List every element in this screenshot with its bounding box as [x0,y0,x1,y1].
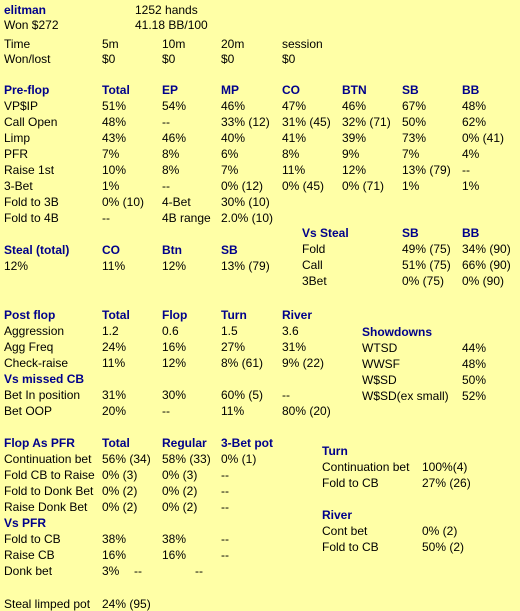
cell: -- [162,179,170,193]
cell: -- [162,404,170,418]
cell: 7% [402,147,420,161]
flop-pfr-col-regular: Regular [162,436,207,450]
cell: 48% [102,115,127,129]
row-label: Fold to Donk Bet [4,484,94,498]
steal-col-co: CO [102,243,120,257]
steal-total-title: Steal (total) [4,243,70,257]
cell: 27% [221,340,246,354]
cell: 0% (90) [462,274,505,288]
postflop-col-river: River [282,308,313,322]
preflop-col-co: CO [282,83,300,97]
cell: 54% [162,99,187,113]
cell: 1% [402,179,420,193]
wonlost-20m: $0 [221,52,235,66]
cell: 1.2 [102,324,119,338]
row-label: Fold to 3B [4,195,59,209]
row-label: Cont bet [322,524,368,538]
cell: 66% (90) [462,258,511,272]
cell: 0% (10) [102,195,145,209]
cell: 20% [102,404,127,418]
cell: 38% [102,532,127,546]
bb100-rate: 41.18 BB/100 [135,18,208,32]
flop-pfr-col-total: Total [102,436,130,450]
preflop-col-total: Total [102,83,130,97]
cell: 11% [221,404,245,418]
cell: 30% (10) [221,195,270,209]
row-label: VP$IP [4,99,39,113]
turn-title: Turn [322,444,348,458]
row-label: W$SD [362,373,397,387]
cell: 12% [162,259,187,273]
cell: 10% [102,163,127,177]
vs-steal-col-bb: BB [462,226,480,240]
row-label: 3-Bet [4,179,33,193]
cell: 67% [402,99,427,113]
wonlost-label: Won/lost [4,52,51,66]
cell: 58% (33) [162,452,211,466]
cell: 0% (3) [102,468,138,482]
cell: 39% [342,131,367,145]
row-label: Donk bet [4,564,53,578]
cell: -- [221,532,229,546]
hands-count: 1252 hands [135,3,198,17]
cell: 12% [342,163,367,177]
player-name: elitman [4,3,47,17]
cell: 38% [162,532,187,546]
cell: 31% [102,388,127,402]
cell: -- [162,115,170,129]
row-label: Check-raise [4,356,69,370]
river-title: River [322,508,353,522]
row-label: Fold CB to Raise [4,468,95,482]
cell: 11% [102,356,126,370]
cell: -- [221,500,229,514]
cell: 16% [102,548,127,562]
vs-steal-row-label: Fold [302,242,326,256]
cell: 0% (71) [342,179,385,193]
cell: 0% (2) [102,500,138,514]
cell: 0% (2) [162,484,198,498]
vs-steal-title: Vs Steal [302,226,349,240]
cell: 60% (5) [221,388,264,402]
vs-steal-row-label: Call [302,258,323,272]
cell: -- [221,548,229,562]
cell: 31% [282,340,307,354]
time-session: session [282,37,323,51]
cell: 27% (26) [422,476,471,490]
time-10m: 10m [162,37,186,51]
steal-col-btn: Btn [162,243,182,257]
cell: 0% (2) [162,500,198,514]
cell: 8% [282,147,300,161]
cell: -- [102,211,110,225]
cell: 0% (2) [102,484,138,498]
cell: 62% [462,115,487,129]
postflop-col-flop: Flop [162,308,188,322]
row-label: Limp [4,131,31,145]
cell: -- [282,388,290,402]
time-20m: 20m [221,37,245,51]
cell: 73% [402,131,427,145]
cell: 49% (75) [402,242,451,256]
cell: 0% (12) [221,179,264,193]
flop-pfr-col-3bet: 3-Bet pot [221,436,273,450]
cell: 4% [462,147,480,161]
row-label: W$SD(ex small) [362,389,449,403]
cell: 12% [162,356,187,370]
vs-steal-row-label: 3Bet [302,274,327,288]
row-label: Fold to CB [322,476,379,490]
cell: 32% (71) [342,115,391,129]
cell: 11% [282,163,306,177]
vs-missed-cb-title: Vs missed CB [4,372,85,386]
cell: 3.6 [282,324,299,338]
cell: 0% (41) [462,131,505,145]
row-label: Bet In position [4,388,81,402]
cell: 46% [162,131,187,145]
cell: 51% [102,99,127,113]
cell: 44% [462,341,487,355]
row-label: 4-Bet [162,195,191,209]
cell: 0% (1) [221,452,257,466]
cell: 0% (75) [402,274,445,288]
cell: 1.5 [221,324,238,338]
steal-limped-label: Steal limped pot [4,597,91,611]
cell: 0% (3) [162,468,198,482]
cell: 31% (45) [282,115,331,129]
cell: 46% [342,99,367,113]
preflop-col-ep: EP [162,83,179,97]
cell: 0% (2) [422,524,458,538]
cell: 41% [282,131,307,145]
cell: 0.6 [162,324,179,338]
cell: 8% (61) [221,356,264,370]
steal-limped-value: 24% (95) [102,597,151,611]
row-label: 4B range [162,211,211,225]
cell: 7% [221,163,239,177]
row-label: WWSF [362,357,400,371]
cell: 7% [102,147,120,161]
row-label: WTSD [362,341,398,355]
row-label: Continuation bet [322,460,410,474]
row-label: Agg Freq [4,340,54,354]
cell: -- [134,564,142,578]
cell: 13% (79) [221,259,270,273]
cell: 8% [162,147,180,161]
row-label: Fold to 4B [4,211,59,225]
cell: 0% (45) [282,179,325,193]
cell: 3% [102,564,120,578]
wonlost-session: $0 [282,52,296,66]
cell: 33% (12) [221,115,270,129]
won-amount: Won $272 [4,18,59,32]
cell: 80% (20) [282,404,331,418]
preflop-title: Pre-flop [4,83,50,97]
preflop-col-mp: MP [221,83,239,97]
row-label: Call Open [4,115,58,129]
row-label: Aggression [4,324,65,338]
row-label: Bet OOP [4,404,53,418]
cell: 48% [462,357,487,371]
wonlost-5m: $0 [102,52,116,66]
steal-col-sb: SB [221,243,238,257]
preflop-col-sb: SB [402,83,419,97]
postflop-title: Post flop [4,308,56,322]
cell: 50% (2) [422,540,465,554]
cell: 48% [462,99,487,113]
cell: 11% [102,259,126,273]
time-5m: 5m [102,37,119,51]
cell: -- [462,163,470,177]
cell: 6% [221,147,239,161]
cell: 9% (22) [282,356,325,370]
vs-pfr-title: Vs PFR [4,516,47,530]
row-label: Continuation bet [4,452,92,466]
cell: -- [195,564,203,578]
cell: 24% [102,340,127,354]
cell: 12% [4,259,29,273]
cell: -- [221,484,229,498]
cell: 1% [102,179,120,193]
row-label: Fold to CB [4,532,61,546]
cell: 30% [162,388,187,402]
cell: 9% [342,147,360,161]
cell: 47% [282,99,307,113]
time-label: Time [4,37,31,51]
postflop-col-total: Total [102,308,130,322]
row-label: PFR [4,147,28,161]
cell: 13% (79) [402,163,451,177]
row-label: Raise CB [4,548,55,562]
cell: 16% [162,340,187,354]
cell: 40% [221,131,246,145]
wonlost-10m: $0 [162,52,176,66]
cell: 56% (34) [102,452,151,466]
cell: 34% (90) [462,242,511,256]
cell: 50% [462,373,487,387]
vs-steal-col-sb: SB [402,226,419,240]
row-label: Raise 1st [4,163,55,177]
cell: 46% [221,99,246,113]
cell: 100%(4) [422,460,468,474]
preflop-col-bb: BB [462,83,480,97]
cell: 43% [102,131,127,145]
showdowns-title: Showdowns [362,325,432,339]
cell: 51% (75) [402,258,451,272]
cell: 50% [402,115,427,129]
cell: 8% [162,163,180,177]
cell: 16% [162,548,187,562]
flop-pfr-title: Flop As PFR [4,436,75,450]
cell: 1% [462,179,480,193]
row-label: Fold to CB [322,540,379,554]
cell: 52% [462,389,487,403]
row-label: Raise Donk Bet [4,500,88,514]
cell: 2.0% (10) [221,211,274,225]
preflop-col-btn: BTN [342,83,367,97]
postflop-col-turn: Turn [221,308,247,322]
cell: -- [221,468,229,482]
